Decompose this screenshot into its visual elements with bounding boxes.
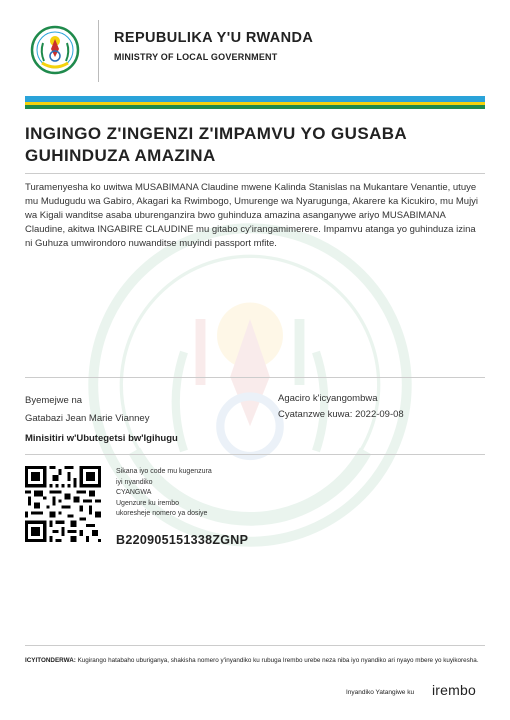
country-name: REPUBULIKA Y'U RWANDA (114, 30, 314, 46)
verification-line: CYANGWA (116, 489, 152, 496)
flag-bar-green (25, 105, 485, 109)
divider (25, 377, 485, 378)
issued-on-label: Inyandiko Yatangiwe ku (346, 689, 415, 696)
signatory-name: Gatabazi Jean Marie Vianney (25, 413, 150, 424)
irembo-logo[interactable]: irembo (432, 682, 476, 698)
verification-line: ukoresheje nomero ya dosiye (116, 510, 208, 517)
signature-label: Byemejwe na (25, 395, 83, 406)
document-body: Turamenyesha ko uwitwa MUSABIMANA Claudine mwene Kalinda Stanislas na Mukantare Venantie, utuye mu Mudugudu wa Gabiro, Akagari ka Rwimbogo, Umurenge wa Nyarugunga, Akarere ka Kicukiro, mu Mujyi wa Kigali wanditse asaba uburenganzira bwo guhinduza amazina asanganywe ariyo MUSABIMANA Claudine, akitwa INGABIRE CLAUDINE mu gitabo cy'irangamimerere. Impamvu atanga yo guhinduza izina ni Guhuza umwirondoro nuwanditse muyindi passport mfite. (25, 182, 479, 249)
ministry-name: MINISTRY OF LOCAL GOVERNMENT (114, 52, 278, 62)
verification-line: iyi nyandiko (116, 478, 153, 486)
issue-date: Cyatanzwe kuwa: 2022-09-08 (278, 409, 404, 420)
verification-line: Sikana iyo code mu kugenzura (116, 468, 212, 475)
warning-note (25, 656, 480, 666)
verification-instructions (116, 467, 316, 520)
document-header (0, 0, 510, 95)
rwanda-coat-of-arms-icon (30, 25, 80, 75)
signatory-title: Minisitiri w'Ubutegetsi bw'Igihugu (25, 433, 178, 444)
divider (25, 454, 485, 455)
flag-color-bars (25, 96, 485, 109)
qr-code-icon[interactable] (25, 466, 101, 542)
divider (25, 173, 485, 174)
warning-text: Kugirango hatabaho uburiganya, shakisha nomero y'inyandiko ku rubuga Irembo urebe neza niba iyo nyandiko ari nyayo mbere yo kuyikoresha. (77, 657, 479, 664)
document-code: B220905151338ZGNP (116, 533, 249, 547)
verification-line: Ugenzure ku irembo (116, 499, 180, 507)
divider (25, 645, 485, 646)
document-title: INGINGO Z'INGENZI Z'IMPAMVU YO GUSABA GUHINDUZA AMAZINA (25, 124, 407, 165)
warning-label: ICYITONDERWA: (25, 657, 76, 664)
validity-label: Agaciro k'icyangombwa (278, 393, 378, 404)
header-divider (98, 20, 99, 82)
